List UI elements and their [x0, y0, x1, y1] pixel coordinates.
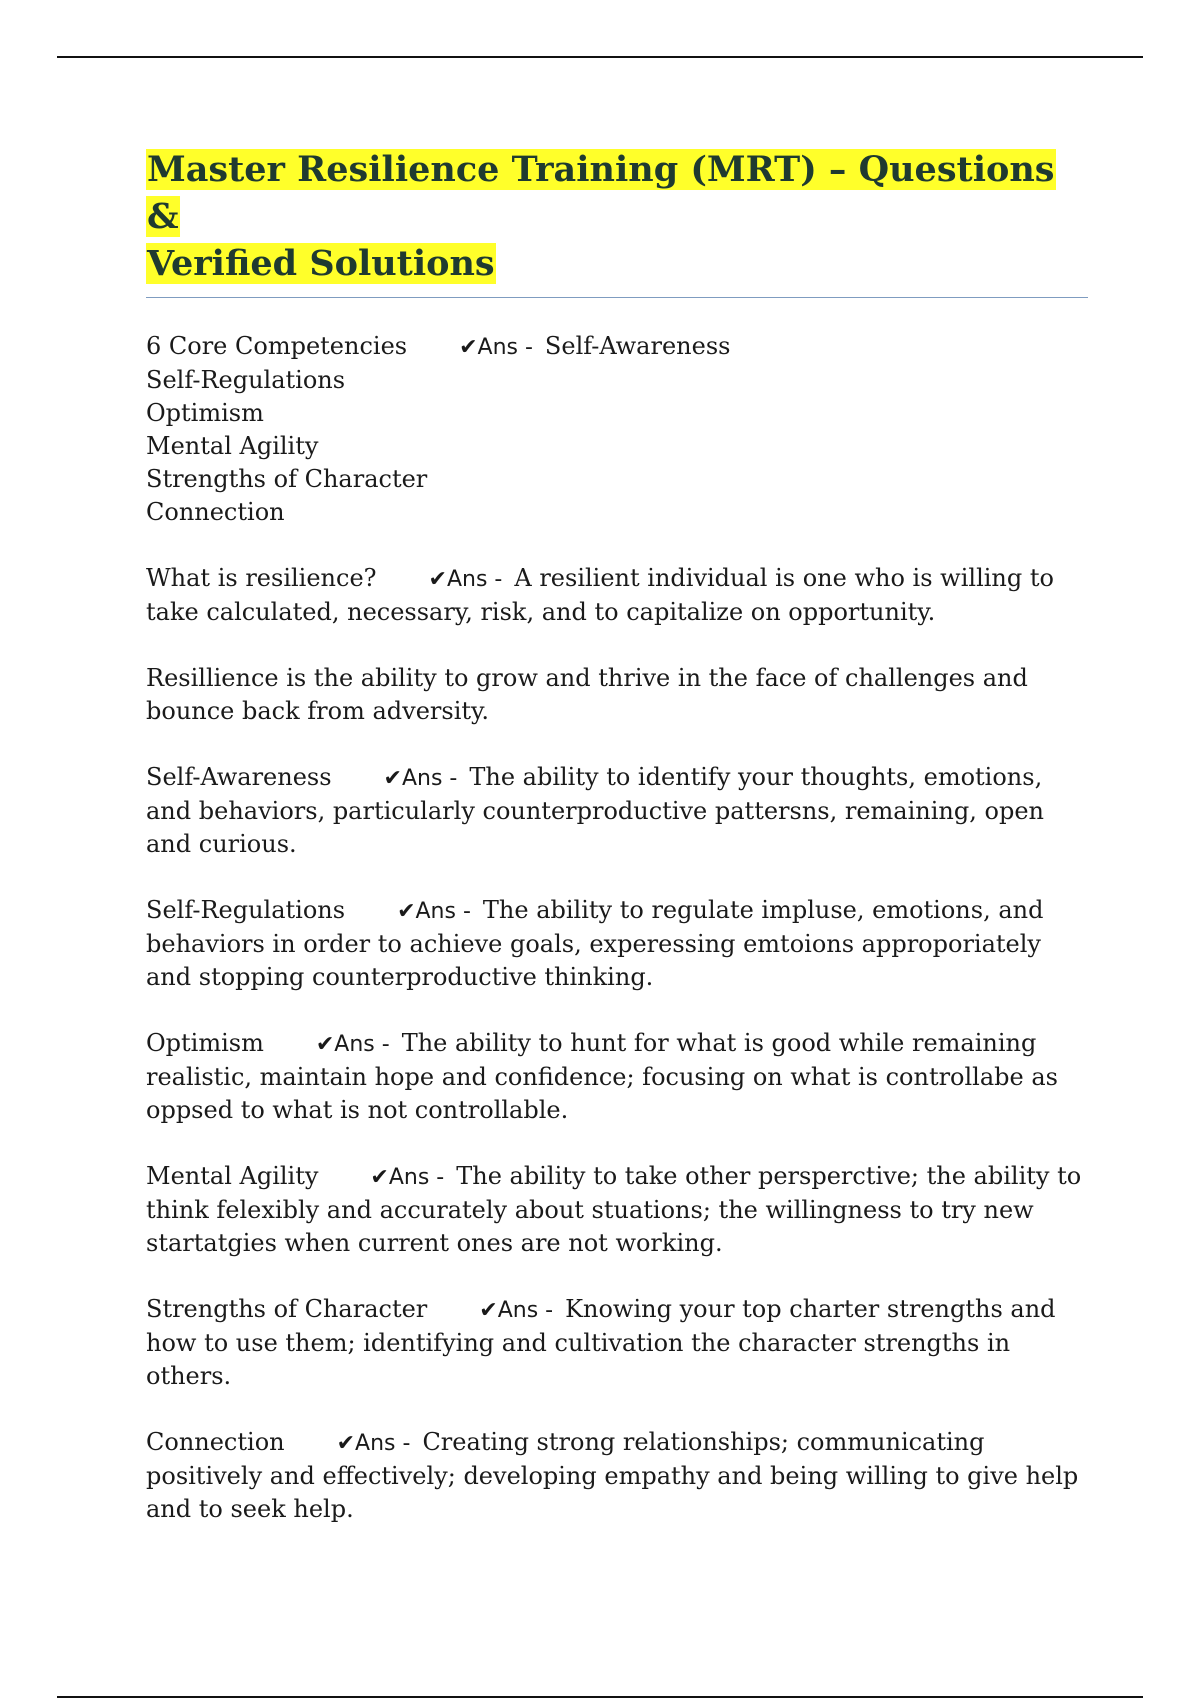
competency-line: Mental Agility: [146, 432, 319, 460]
answer-marker: ✔Ans -: [315, 1032, 390, 1057]
qa-item: [146, 562, 1086, 629]
question-text: Self-Regulations: [146, 896, 346, 924]
resilience-paragraph: Resillience is the ability to grow and thrive in the face of challenges and bounce back from adversity.: [146, 664, 1028, 725]
answer-marker: ✔Ans -: [336, 1431, 411, 1456]
answer-text: Knowing your top charter strengths and how to use them; identifying and cultivation the character strengths in others.: [146, 1295, 1056, 1390]
footer-rule: [57, 1696, 1143, 1698]
answer-text: The ability to identify your thoughts, emotions, and behaviors, particularly counterproductive pattersns, remaining, open and curious.: [146, 763, 1044, 858]
question-text: What is resilience?: [146, 564, 377, 592]
qa-item: [146, 894, 1086, 994]
document-body: [146, 146, 1086, 1559]
qa-item: [146, 1293, 1086, 1393]
title-underline: [146, 297, 1088, 298]
answer-text: The ability to take other persperctive; the ability to think felexibly and accurately about stuations; the willingness to try new startatgies when current ones are not working.: [146, 1162, 1082, 1257]
answer-marker: ✔Ans -: [397, 899, 471, 924]
competency-line: Strengths of Character: [146, 465, 428, 493]
answer-marker: ✔Ans -: [459, 335, 533, 360]
question-text: Self-Awareness: [146, 763, 332, 791]
title-line-1: Master Resilience Training (MRT) – Questions &: [147, 149, 1055, 237]
title-line-2: Verified Solutions: [147, 243, 495, 284]
question-text: Strengths of Character: [146, 1295, 428, 1323]
answer-text: Self-Awareness: [544, 332, 731, 360]
answer-text: Creating strong relationships; communicating positively and effectively; developing empathy and being willing to give help and to seek help.: [146, 1428, 1079, 1523]
qa-item: [146, 1160, 1086, 1260]
qa-item: [146, 330, 1086, 529]
document-title: [146, 146, 1086, 287]
answer-marker: ✔Ans -: [370, 1165, 445, 1190]
qa-item: [146, 1027, 1086, 1127]
answer-text: The ability to regulate impluse, emotions, and behaviors in order to achieve goals, experessing emtoions approporiately and stopping counterproductive thinking.: [146, 896, 1044, 991]
qa-list: [146, 330, 1086, 1526]
answer-marker: ✔Ans -: [383, 766, 458, 791]
competency-line: Connection: [146, 498, 285, 526]
answer-text: A resilient individual is one who is willing to take calculated, necessary, risk, and to capitalize on opportunity.: [146, 564, 1054, 626]
header-rule: [57, 56, 1143, 58]
question-text: 6 Core Competencies: [146, 332, 408, 360]
question-text: Mental Agility: [146, 1162, 319, 1190]
question-text: Connection: [146, 1428, 285, 1456]
competency-line: Optimism: [146, 399, 264, 427]
qa-item: [146, 1426, 1086, 1526]
answer-marker: ✔Ans -: [479, 1298, 554, 1323]
answer-text: The ability to hunt for what is good while remaining realistic, maintain hope and confidence; focusing on what is controllabe as oppsed to what is not controllable.: [146, 1029, 1058, 1124]
qa-item: [146, 761, 1086, 861]
competency-line: Self-Regulations: [146, 366, 346, 394]
answer-marker: ✔Ans -: [428, 567, 503, 592]
question-text: Optimism: [146, 1029, 264, 1057]
